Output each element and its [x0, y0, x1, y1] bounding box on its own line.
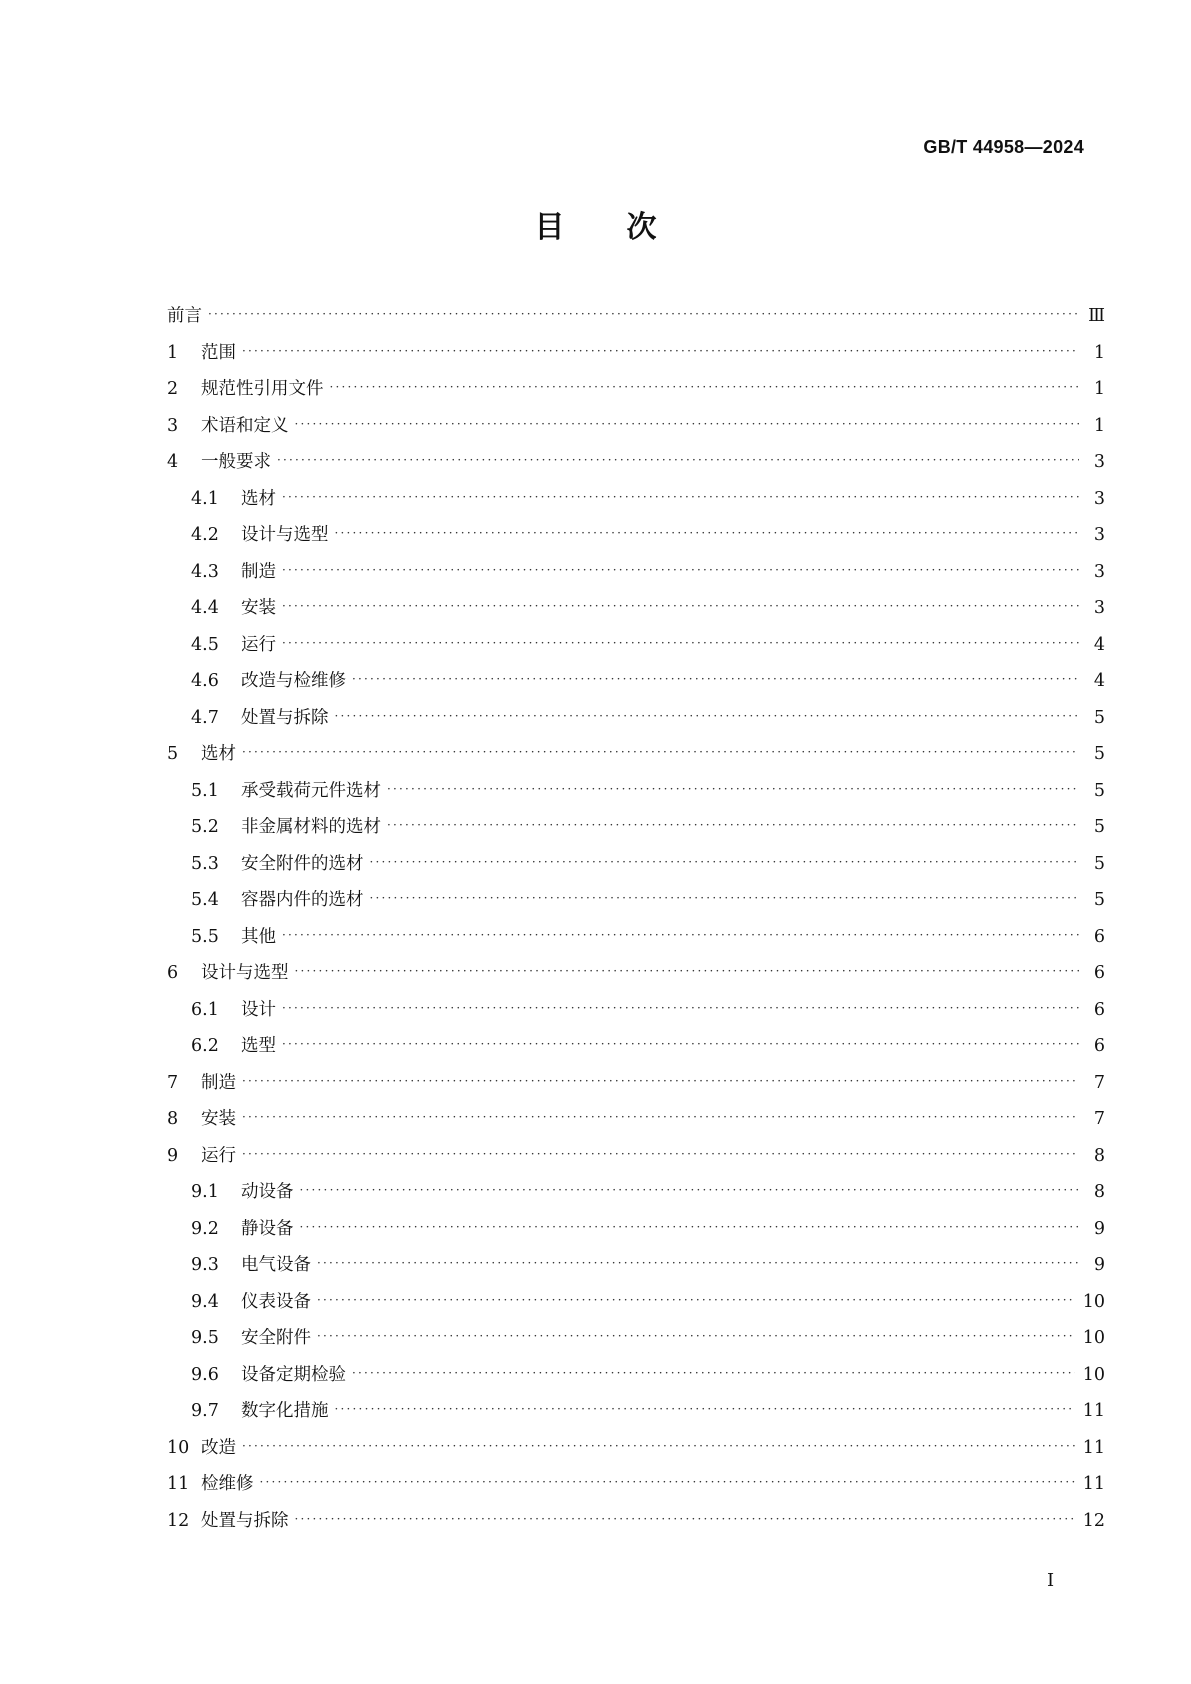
toc-entry[interactable] [167, 1251, 1105, 1288]
toc-entry-page: 1 [1093, 379, 1105, 399]
dot-leader [335, 1402, 1075, 1416]
toc-entry-number: 6 [167, 963, 179, 983]
toc-entry-label: 选材 [241, 488, 276, 509]
toc-entry-page: 8 [1093, 1145, 1105, 1166]
dot-leader [370, 891, 1080, 905]
toc-entry-number: 9.3 [191, 1255, 219, 1275]
toc-entry-label: 安装 [241, 598, 276, 618]
toc-entry-label: 运行 [241, 634, 276, 655]
dot-leader [370, 855, 1080, 869]
toc-entry-page: 6 [1093, 926, 1105, 947]
toc-entry[interactable] [167, 667, 1105, 704]
dot-leader [242, 1110, 1079, 1124]
toc-entry-number: 4.3 [191, 561, 219, 582]
dot-leader [242, 1147, 1079, 1161]
dot-leader [282, 599, 1079, 613]
toc-entry-number: 4.6 [191, 671, 219, 691]
toc-entry-number: 5 [167, 744, 179, 764]
toc-entry[interactable] [167, 1288, 1105, 1325]
toc-entry[interactable] [167, 1361, 1105, 1398]
toc-entry[interactable] [167, 1178, 1105, 1215]
toc-entry[interactable] [167, 1397, 1105, 1434]
dot-leader [282, 1037, 1079, 1051]
toc-entry-number: 4.1 [191, 488, 219, 509]
table-of-contents [167, 302, 1105, 1543]
toc-entry-label: 安全附件的选材 [241, 853, 364, 874]
dot-leader [295, 1512, 1075, 1526]
toc-entry-page: 5 [1093, 853, 1105, 874]
dot-leader [242, 344, 1079, 358]
toc-entry-page: 3 [1093, 488, 1105, 509]
toc-entry-page: 10 [1082, 1291, 1105, 1312]
toc-entry-number: 4.4 [191, 598, 219, 618]
toc-entry[interactable] [167, 1507, 1105, 1544]
toc-entry-number: 9.4 [191, 1291, 219, 1312]
toc-entry-number: 10 [167, 1437, 190, 1458]
toc-entry-label: 一般要求 [201, 452, 271, 472]
toc-entry-page: 9 [1093, 1255, 1105, 1275]
toc-entry-label: 前言 [167, 306, 202, 326]
dot-leader [387, 818, 1079, 832]
toc-entry[interactable] [167, 1434, 1105, 1471]
toc-entry-label: 术语和定义 [201, 415, 289, 436]
title-char-1: 目 [534, 210, 565, 245]
toc-entry-number: 4.5 [191, 634, 219, 655]
toc-entry-page: 11 [1082, 1401, 1105, 1421]
dot-leader [387, 782, 1079, 796]
toc-entry[interactable] [167, 631, 1105, 668]
toc-entry-page: 5 [1093, 707, 1105, 728]
toc-entry-page: 7 [1093, 1109, 1105, 1129]
toc-entry-label: 范围 [201, 342, 236, 363]
toc-entry-page: 3 [1093, 452, 1105, 472]
toc-entry-label: 仪表设备 [241, 1291, 311, 1312]
toc-entry-label: 制造 [241, 561, 276, 582]
dot-leader [317, 1329, 1075, 1343]
toc-entry-label: 改造 [201, 1437, 236, 1458]
toc-entry-page: 3 [1093, 561, 1105, 582]
toc-entry[interactable] [167, 521, 1105, 558]
dot-leader [282, 636, 1079, 650]
toc-entry-page: 4 [1093, 671, 1105, 691]
toc-entry-page: 7 [1093, 1072, 1105, 1093]
toc-entry-number: 2 [167, 379, 179, 399]
dot-leader [282, 490, 1079, 504]
toc-entry-page: 11 [1082, 1474, 1105, 1494]
toc-entry-number: 9.7 [191, 1401, 219, 1421]
toc-entry-number: 11 [167, 1474, 190, 1494]
toc-entry-number: 5.5 [191, 926, 219, 947]
dot-leader [208, 307, 1079, 321]
toc-entry-page: 5 [1093, 744, 1105, 764]
toc-entry[interactable] [167, 558, 1105, 595]
page-title [0, 202, 1191, 246]
toc-entry-page: Ⅲ [1088, 306, 1105, 326]
toc-entry[interactable] [167, 1142, 1105, 1179]
toc-entry-page: 5 [1093, 817, 1105, 837]
toc-entry-number: 1 [167, 342, 179, 363]
toc-entry-number: 9.2 [191, 1218, 219, 1239]
toc-entry[interactable] [167, 813, 1105, 850]
toc-entry[interactable] [167, 1324, 1105, 1361]
toc-entry-number: 9.5 [191, 1328, 219, 1348]
toc-entry[interactable] [167, 996, 1105, 1033]
toc-entry-page: 6 [1093, 1036, 1105, 1056]
toc-entry[interactable] [167, 886, 1105, 923]
toc-entry-number: 6.1 [191, 999, 219, 1020]
toc-entry[interactable] [167, 850, 1105, 887]
toc-entry-label: 安装 [201, 1109, 236, 1129]
toc-entry-label: 非金属材料的选材 [241, 817, 381, 837]
toc-entry[interactable] [167, 1470, 1105, 1507]
toc-entry-number: 12 [167, 1510, 190, 1531]
toc-entry-label: 设备定期检验 [241, 1364, 346, 1385]
toc-entry-label: 规范性引用文件 [201, 379, 324, 399]
toc-entry-label: 设计与选型 [241, 525, 329, 545]
toc-entry-label: 安全附件 [241, 1328, 311, 1348]
toc-entry-label: 处置与拆除 [241, 707, 329, 728]
dot-leader [242, 1074, 1079, 1088]
toc-entry-number: 3 [167, 415, 179, 436]
toc-entry-label: 处置与拆除 [201, 1510, 289, 1531]
toc-entry[interactable] [167, 448, 1105, 485]
toc-entry-page: 3 [1093, 598, 1105, 618]
toc-entry[interactable] [167, 1032, 1105, 1069]
toc-entry-label: 其他 [241, 926, 276, 947]
dot-leader [352, 1366, 1075, 1380]
toc-entry-number: 4.7 [191, 707, 219, 728]
dot-leader [282, 563, 1079, 577]
dot-leader [317, 1256, 1079, 1270]
toc-entry[interactable] [167, 1069, 1105, 1106]
dot-leader [335, 709, 1080, 723]
toc-entry-label: 数字化措施 [241, 1401, 329, 1421]
toc-entry-number: 9.1 [191, 1182, 219, 1202]
toc-entry-page: 5 [1093, 780, 1105, 801]
page-number: I [1047, 1570, 1055, 1591]
toc-entry-page: 1 [1093, 342, 1105, 363]
toc-entry-number: 5.3 [191, 853, 219, 874]
dot-leader [352, 672, 1079, 686]
toc-entry-number: 5.1 [191, 780, 219, 801]
toc-entry-number: 4.2 [191, 525, 219, 545]
toc-entry-page: 10 [1082, 1364, 1105, 1385]
toc-entry-number: 9 [167, 1145, 179, 1166]
toc-entry-page: 4 [1093, 634, 1105, 655]
toc-entry-number: 5.2 [191, 817, 219, 837]
toc-entry-page: 3 [1093, 525, 1105, 545]
dot-leader [277, 453, 1079, 467]
dot-leader [260, 1475, 1075, 1489]
toc-entry-page: 1 [1093, 415, 1105, 436]
title-char-2: 次 [626, 210, 657, 245]
toc-entry[interactable] [167, 339, 1105, 376]
toc-entry-label: 电气设备 [241, 1255, 311, 1275]
dot-leader [282, 928, 1079, 942]
toc-entry-number: 8 [167, 1109, 179, 1129]
dot-leader [282, 1001, 1079, 1015]
toc-entry-label: 制造 [201, 1072, 236, 1093]
dot-leader [242, 745, 1079, 759]
toc-entry[interactable] [167, 1105, 1105, 1142]
toc-entry-label: 设计与选型 [201, 963, 289, 983]
toc-entry-number: 9.6 [191, 1364, 219, 1385]
toc-entry-number: 7 [167, 1072, 179, 1093]
dot-leader [300, 1183, 1080, 1197]
toc-entry-label: 检维修 [201, 1474, 254, 1494]
toc-entry[interactable] [167, 959, 1105, 996]
toc-entry-page: 11 [1082, 1437, 1105, 1458]
toc-entry[interactable] [167, 777, 1105, 814]
toc-entry-page: 12 [1082, 1510, 1105, 1531]
toc-entry-label: 运行 [201, 1145, 236, 1166]
toc-entry[interactable] [167, 375, 1105, 412]
toc-entry-label: 设计 [241, 999, 276, 1020]
dot-leader [317, 1293, 1075, 1307]
dot-leader [300, 1220, 1080, 1234]
dot-leader [295, 417, 1080, 431]
toc-entry-page: 8 [1093, 1182, 1105, 1202]
standard-code: GB/T 44958—2024 [923, 137, 1084, 157]
toc-entry-label: 静设备 [241, 1218, 294, 1239]
toc-entry-label: 动设备 [241, 1182, 294, 1202]
toc-entry[interactable] [167, 1215, 1105, 1252]
dot-leader [335, 526, 1080, 540]
toc-entry-page: 5 [1093, 890, 1105, 910]
toc-entry-label: 选型 [241, 1036, 276, 1056]
toc-entry[interactable] [167, 485, 1105, 522]
toc-entry[interactable] [167, 704, 1105, 741]
toc-entry-label: 容器内件的选材 [241, 890, 364, 910]
dot-leader [295, 964, 1080, 978]
toc-entry-page: 9 [1093, 1218, 1105, 1239]
toc-entry[interactable] [167, 302, 1105, 339]
toc-entry-number: 5.4 [191, 890, 219, 910]
toc-entry[interactable] [167, 412, 1105, 449]
toc-entry-label: 选材 [201, 744, 236, 764]
toc-entry-page: 6 [1093, 999, 1105, 1020]
toc-entry-label: 承受载荷元件选材 [241, 780, 381, 801]
toc-entry-page: 6 [1093, 963, 1105, 983]
dot-leader [330, 380, 1080, 394]
toc-entry[interactable] [167, 923, 1105, 960]
toc-entry-number: 6.2 [191, 1036, 219, 1056]
dot-leader [242, 1439, 1075, 1453]
toc-entry-number: 4 [167, 452, 179, 472]
toc-entry[interactable] [167, 594, 1105, 631]
toc-entry[interactable] [167, 740, 1105, 777]
toc-entry-page: 10 [1082, 1328, 1105, 1348]
toc-entry-label: 改造与检维修 [241, 671, 346, 691]
